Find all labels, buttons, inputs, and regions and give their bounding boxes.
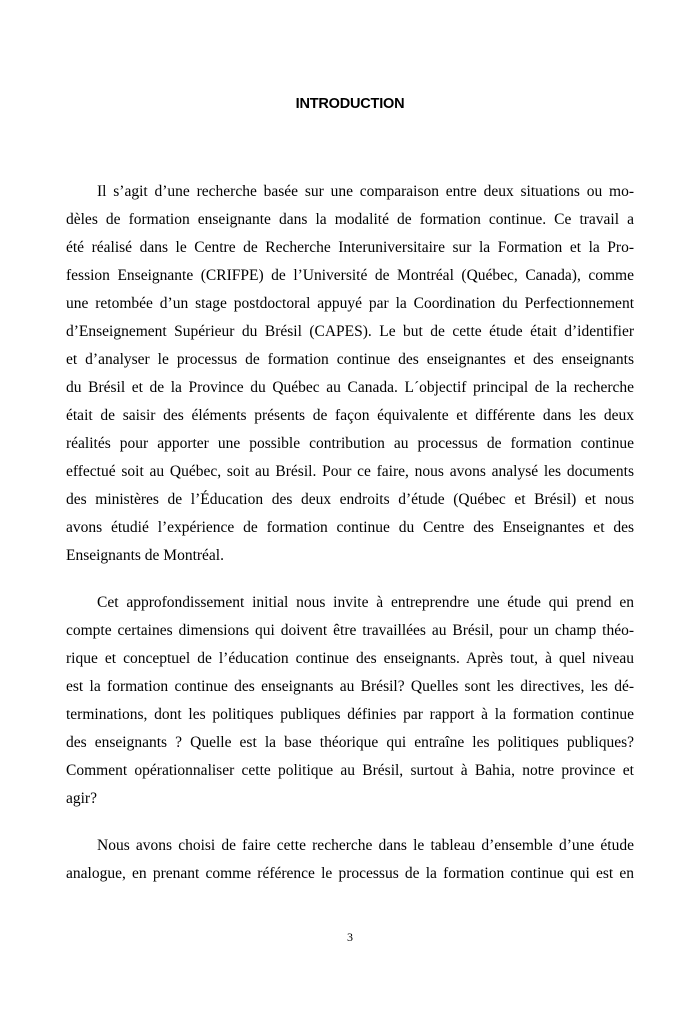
paragraph-1-line: du Brésil et de la Province du Québec au Canada. L´objectif principal de la recherche: [66, 379, 634, 396]
paragraph-3-line: Nous avons choisi de faire cette recherche dans le tableau d’ensemble d’une étude: [97, 837, 634, 854]
paragraph-2-line: compte certaines dimensions qui doivent être travaillées au Brésil, pour un champ théo-: [66, 622, 634, 639]
page-title: INTRODUCTION: [295, 96, 405, 112]
paragraph-3-line: analogue, en prenant comme référence le processus de la formation continue qui est en: [66, 865, 634, 882]
paragraph-1-line: Enseignants de Montréal.: [66, 547, 224, 564]
paragraph-2-line: agir?: [66, 790, 97, 807]
paragraph-1-line: d’Enseignement Supérieur du Brésil (CAPES). Le but de cette étude était d’identifier: [66, 323, 634, 340]
paragraph-1-line: une retombée d’un stage postdoctoral appuyé par la Coordination du Perfectionnement: [66, 295, 634, 312]
paragraph-2-line: Cet approfondissement initial nous invite à entreprendre une étude qui prend en: [97, 594, 634, 611]
page-number: 3: [347, 930, 353, 944]
paragraph-1-line: été réalisé dans le Centre de Recherche Interuniversitaire sur la Formation et la Pro-: [66, 239, 634, 256]
paragraph-1-line: avons étudié l’expérience de formation continue du Centre des Enseignantes et des: [66, 519, 634, 536]
paragraph-2-line: Comment opérationnaliser cette politique au Brésil, surtout à Bahia, notre province et: [66, 762, 634, 779]
paragraph-2-line: rique et conceptuel de l’éducation continue des enseignants. Après tout, à quel niveau: [66, 650, 634, 667]
paragraph-1-line: fession Enseignante (CRIFPE) de l’Université de Montréal (Québec, Canada), comme: [66, 267, 634, 284]
paragraph-1-line: effectué soit au Québec, soit au Brésil. Pour ce faire, nous avons analysé les documents: [66, 463, 634, 480]
paragraph-1-line: des ministères de l’Éducation des deux endroits d’étude (Québec et Brésil) et nous: [66, 491, 634, 508]
paragraph-2-line: est la formation continue des enseignants au Brésil? Quelles sont les directives, les dé-: [66, 678, 634, 695]
paragraph-2-line: des enseignants ? Quelle est la base théorique qui entraîne les politiques publiques?: [66, 734, 634, 751]
paragraph-1-line: Il s’agit d’une recherche basée sur une comparaison entre deux situations ou mo-: [97, 183, 634, 200]
paragraph-1-line: réalités pour apporter une possible contribution au processus de formation continue: [66, 435, 634, 452]
paragraph-2-line: terminations, dont les politiques publiques définies par rapport à la formation continue: [66, 706, 634, 723]
paragraph-1-line: était de saisir des éléments présents de façon équivalente et différente dans les deux: [66, 407, 634, 424]
paragraph-1-line: dèles de formation enseignante dans la modalité de formation continue. Ce travail a: [66, 211, 634, 228]
paragraph-1-line: et d’analyser le processus de formation continue des enseignantes et des enseignants: [66, 351, 634, 368]
